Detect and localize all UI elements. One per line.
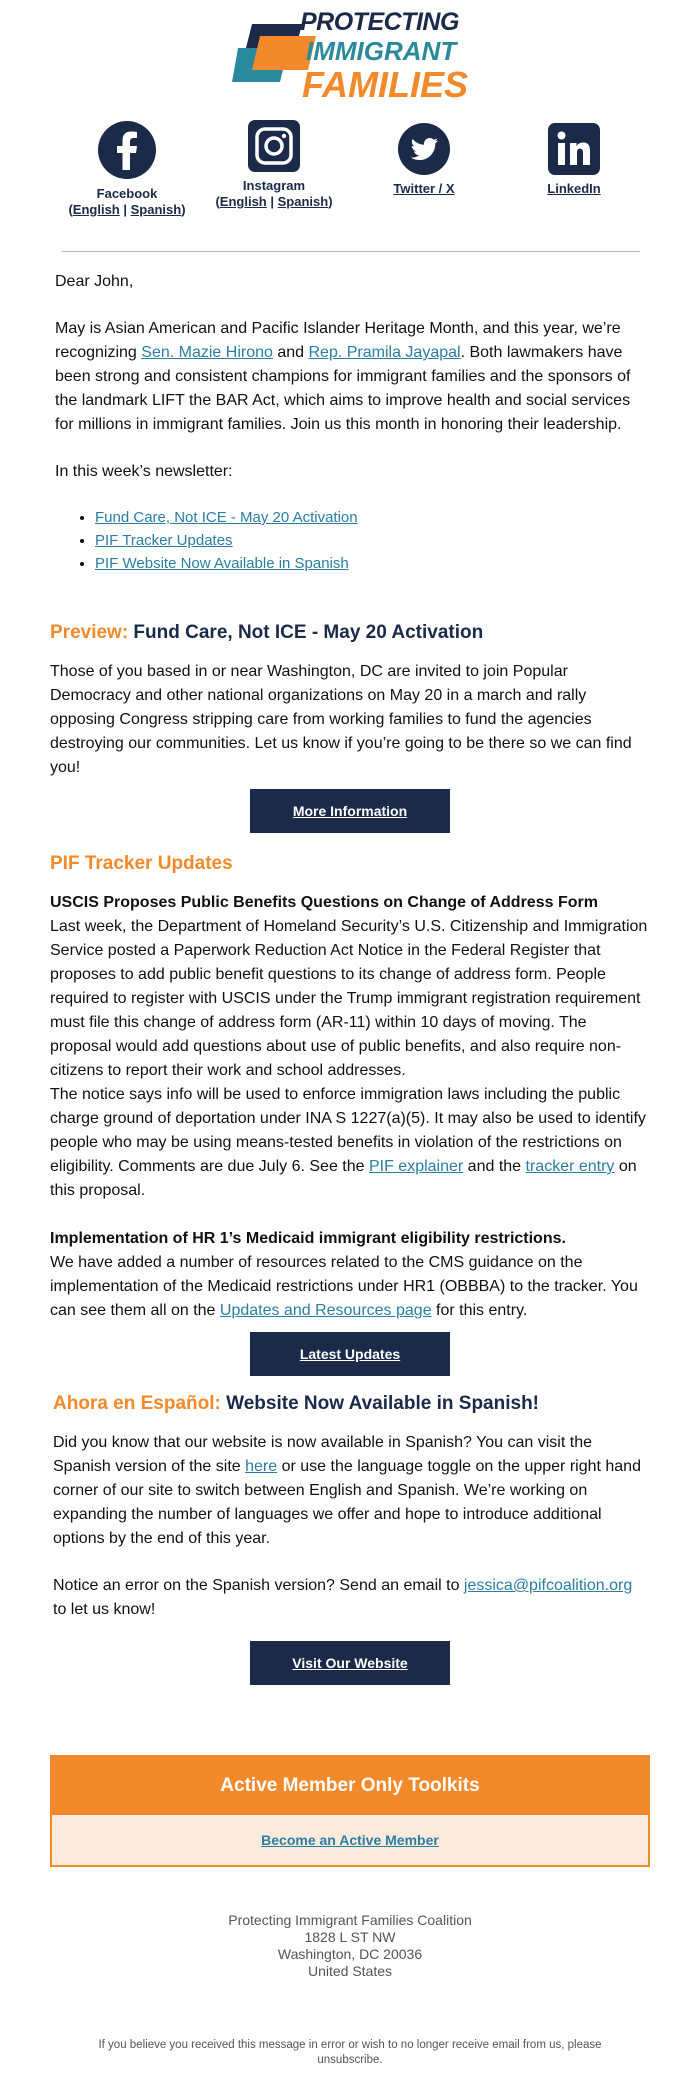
social-linkedin	[509, 123, 639, 197]
tracker-entry-link[interactable]: tracker entry	[525, 1158, 615, 1175]
footer-org: Protecting Immigrant Families Coalition	[228, 1912, 472, 1928]
facebook-spanish-link[interactable]: Spanish	[130, 202, 182, 217]
preview-label: Preview:	[50, 622, 129, 643]
facebook-label: Facebook	[96, 186, 158, 201]
newsletter-intro: In this week’s newsletter:	[55, 463, 233, 480]
spanish-title: Website Now Available in Spanish!	[220, 1393, 539, 1414]
spanish-label: Ahora en Español:	[53, 1393, 221, 1414]
spanish-heading	[53, 1393, 539, 1415]
facebook-icon[interactable]	[97, 120, 157, 180]
preview-heading	[50, 622, 483, 644]
logo-line-1: PROTECTING	[300, 8, 459, 36]
email-link[interactable]: jessica@pifcoalition.org	[463, 1577, 633, 1594]
more-information-button[interactable]: More Information	[250, 789, 450, 833]
hirono-link[interactable]: Sen. Mazie Hirono	[141, 344, 273, 361]
footer-street: 1828 L ST NW	[304, 1929, 396, 1945]
twitter-icon[interactable]	[398, 123, 450, 175]
pif-explainer-link[interactable]: PIF explainer	[368, 1158, 464, 1175]
social-instagram	[209, 120, 339, 210]
list-item	[95, 506, 358, 529]
jayapal-link[interactable]: Rep. Pramila Jayapal	[308, 344, 461, 361]
intro-paragraph: May is Asian American and Pacific Islander Heritage Month, and this year, we’re recognizing Sen. Mazie Hirono and Rep. Pramila Jayapal. Both lawmakers have been strong and consistent champions for immigrant families and the sponsors of the landmark LIFT the BAR Act, which aims to improve health and social services for millions in immigrant families. Join us this month in honoring their leadership.	[55, 320, 631, 433]
facebook-english-link[interactable]: English	[72, 202, 120, 217]
toc-link-tracker[interactable]: PIF Tracker Updates	[95, 532, 233, 549]
social-facebook	[62, 120, 192, 218]
greeting: Dear John,	[55, 273, 134, 290]
footer-city: Washington, DC 20036	[277, 1946, 423, 1962]
visit-website-button[interactable]: Visit Our Website	[250, 1641, 450, 1685]
become-active-member-link[interactable]: Become an Active Member	[261, 1832, 439, 1848]
toc-link-spanish[interactable]: PIF Website Now Available in Spanish	[95, 555, 349, 572]
list-item	[95, 529, 358, 552]
toc-link-fund-care[interactable]: Fund Care, Not ICE - May 20 Activation	[95, 509, 358, 526]
instagram-english-link[interactable]: English	[219, 194, 267, 209]
instagram-icon[interactable]	[248, 120, 300, 172]
tracker-item-1-title: USCIS Proposes Public Benefits Questions on Change of Address Form	[50, 894, 598, 911]
newsletter-toc	[70, 506, 358, 575]
tracker-item-2-body: We have added a number of resources related to the CMS guidance on the implementation of the Medicaid restrictions under HR1 (OBBBA) to the tracker. You can see them all on the Updates and Resources page for this entry.	[50, 1254, 638, 1319]
logo-line-3: FAMILIES	[302, 64, 469, 105]
instagram-spanish-link[interactable]: Spanish	[277, 194, 329, 209]
updates-resources-link[interactable]: Updates and Resources page	[219, 1302, 432, 1319]
toolkit-header: Active Member Only Toolkits	[52, 1757, 648, 1815]
twitter-link[interactable]: Twitter / X	[393, 181, 455, 196]
tracker-item-1-body-2: The notice says info will be used to enforce immigration laws including the public charge ground of deportation under INA S 1227(a)(5). It may also be used to identify people who may be using means-tested benefits in violation of the restrictions on eligibility. Comments are due July 6. See the PIF explainer and the tracker entry on this proposal.	[50, 1086, 646, 1199]
latest-updates-button[interactable]: Latest Updates	[250, 1332, 450, 1376]
tracker-item-1-body: Last week, the Department of Homeland Security’s U.S. Citizenship and Immigration Service posted a Paperwork Reduction Act Notice in the Federal Register that proposes to add public benefit questions to its change of address form. People required to register with USCIS under the Trump immigrant registration requirement must file this change of address form (AR-11) within 10 days of moving. The proposal would add questions about use of public benefits, and also require non-citizens to report their work and school addresses.	[50, 918, 648, 1079]
tracker-item-1	[50, 891, 650, 1203]
linkedin-link[interactable]: LinkedIn	[547, 181, 601, 196]
footer-country: United States	[307, 1963, 393, 1979]
toolkit-box	[50, 1755, 650, 1867]
spanish-site-link[interactable]: here	[245, 1458, 278, 1475]
tracker-heading: PIF Tracker Updates	[50, 853, 233, 874]
header-divider	[62, 251, 640, 252]
pif-logo[interactable]	[232, 4, 472, 108]
instagram-label: Instagram	[242, 178, 306, 193]
list-item	[95, 552, 358, 575]
tracker-item-2	[50, 1227, 650, 1323]
spanish-body: Did you know that our website is now available in Spanish? You can visit the Spanish version of the site here or use the language toggle on the upper right hand corner of our site to switch between English and Spanish. We’re working on expanding the number of languages we offer and hope to introduce additional options by the end of this year.	[53, 1434, 641, 1547]
instagram-language-links: (English | Spanish)	[215, 194, 333, 209]
logo-line-2: IMMIGRANT	[306, 36, 457, 66]
preview-body: Those of you based in or near Washington, DC are invited to join Popular Democracy and other national organizations on May 20 in a march and rally opposing Congress stripping care from working families to fund the agencies destroying our communities. Let us know if you’re going to be there so we can find you!	[50, 663, 632, 776]
social-twitter	[359, 123, 489, 197]
preview-title: Fund Care, Not ICE - May 20 Activation	[128, 622, 484, 643]
tracker-item-2-title: Implementation of HR 1’s Medicaid immigrant eligibility restrictions.	[50, 1230, 566, 1247]
spanish-error-note: Notice an error on the Spanish version? Send an email to jessica@pifcoalition.org to let us know!	[53, 1577, 633, 1618]
unsubscribe-notice[interactable]: If you believe you received this message in error or wish to no longer receive email from us, please unsubscribe.	[98, 2039, 602, 2066]
linkedin-icon[interactable]	[548, 123, 600, 175]
facebook-language-links: (English | Spanish)	[68, 202, 186, 217]
